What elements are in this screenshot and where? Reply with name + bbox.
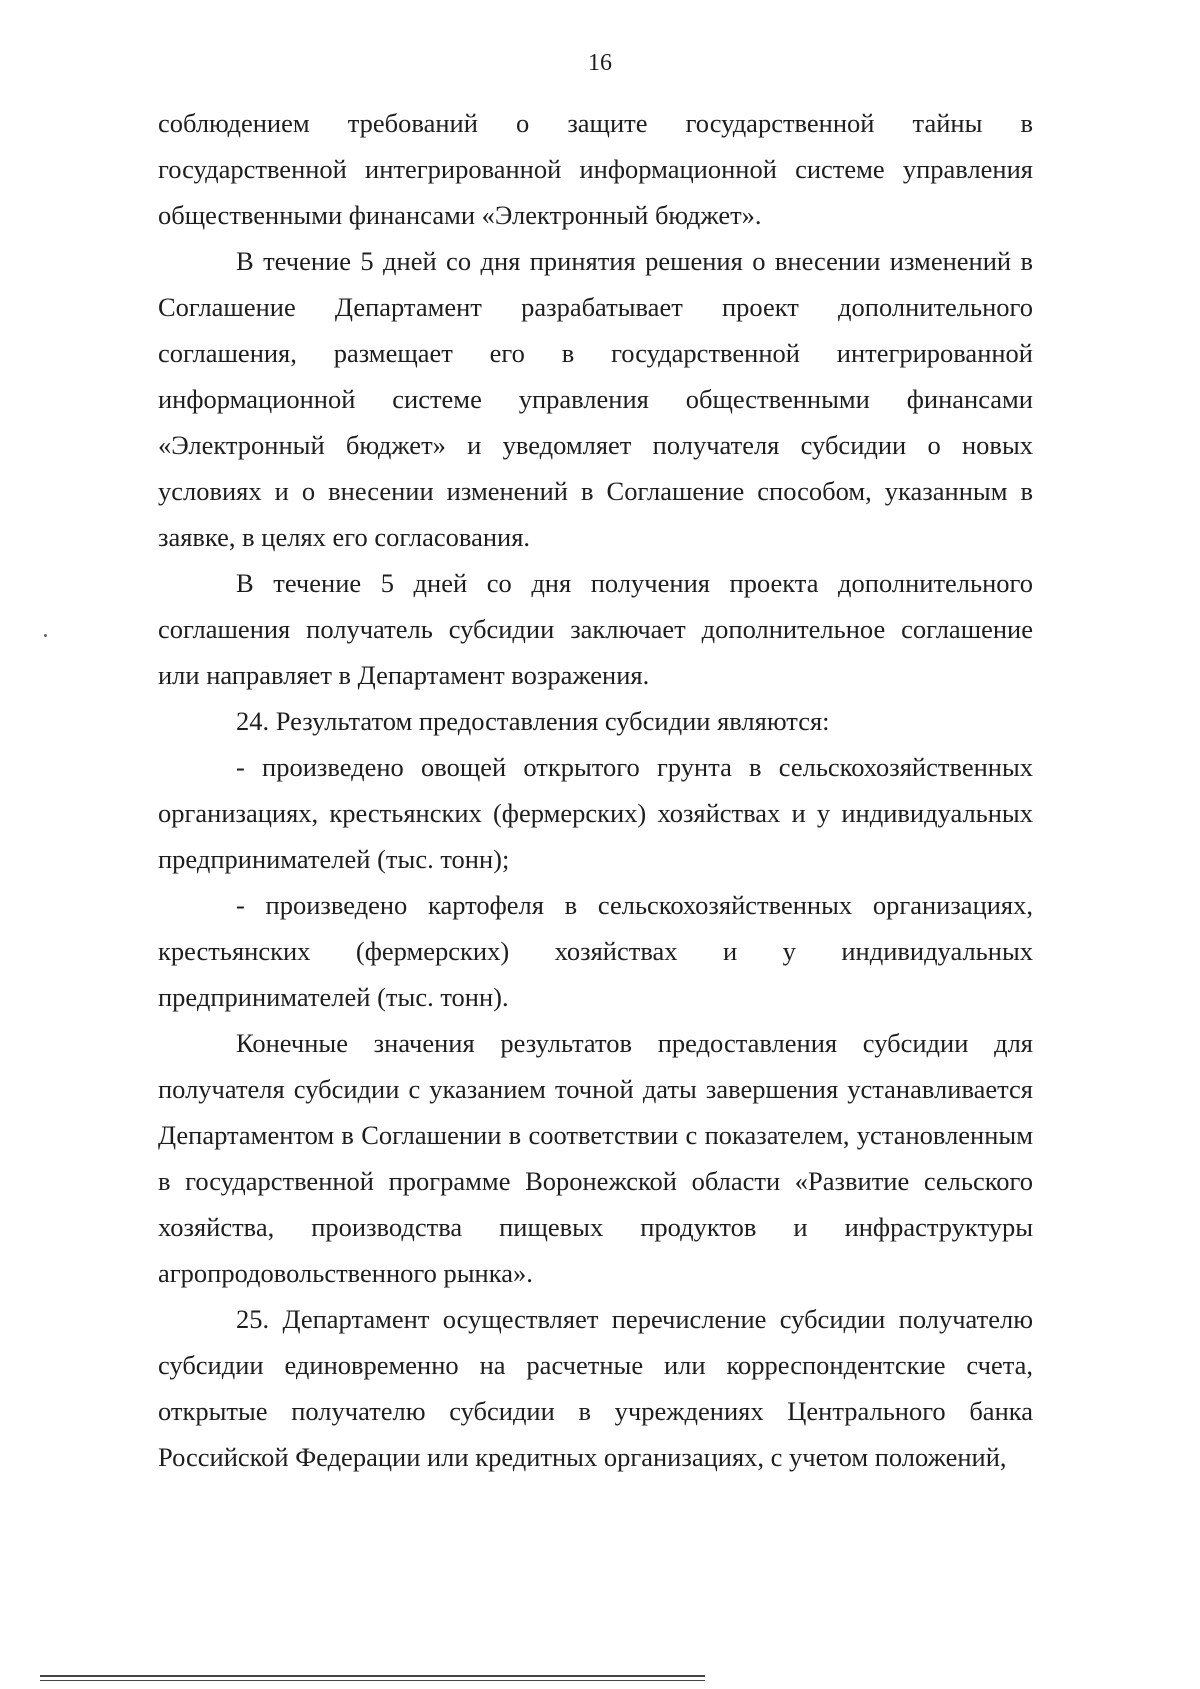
- bottom-rule: [40, 1675, 705, 1677]
- paragraph-agreement-changes: В течение 5 дней со дня принятия решения о внесении изменений в Соглашение Департамент разрабатывает проект дополнительного соглашения, размещает его в государственной интегрированной информационной системе управления общественными финансами «Электронный бюджет» и уведомляет получателя субсидии о новых условиях и о внесении изменений в Соглашение способом, указанным в заявке, в целях его согласования.: [158, 246, 1033, 552]
- list-item-vegetables: - произведено овощей открытого грунта в сельскохозяйственных организациях, крестьянских (фермерских) хозяйствах и у индивидуальных предпринимателей (тыс. тонн);: [158, 752, 1033, 874]
- bottom-rule-thin: [40, 1680, 705, 1681]
- paragraph-additional-agreement: В течение 5 дней со дня получения проекта дополнительного соглашения получатель субсидии заключает дополнительное соглашение или направляет в Департамент возражения.: [158, 568, 1033, 690]
- document-body: [158, 100, 1033, 1480]
- paragraph-item-25: 25. Департамент осуществляет перечисление субсидии получателю субсидии единовременно на расчетные или корреспондентские счета, открытые получателю субсидии в учреждениях Центрального банка Российской Федерации или кредитных организациях, с учетом положений,: [158, 1304, 1033, 1472]
- paragraph-final-values: Конечные значения результатов предоставления субсидии для получателя субсидии с указанием точной даты завершения устанавливается Департаментом в Соглашении в соответствии с показателем, установленным в государственной программе Воронежской области «Развитие сельского хозяйства, производства пищевых продуктов и инфраструктуры агропродовольственного рынка».: [158, 1028, 1033, 1288]
- page-number: 16: [588, 50, 612, 76]
- scan-speck: [44, 634, 47, 637]
- paragraph-item-24: 24. Результатом предоставления субсидии являются:: [236, 706, 830, 736]
- paragraph-continuation: соблюдением требований о защите государственной тайны в государственной интегрированной информационной системе управления общественными финансами «Электронный бюджет».: [158, 108, 1033, 230]
- list-item-potatoes: - произведено картофеля в сельскохозяйственных организациях, крестьянских (фермерских) хозяйствах и у индивидуальных предпринимателей (тыс. тонн).: [158, 890, 1033, 1012]
